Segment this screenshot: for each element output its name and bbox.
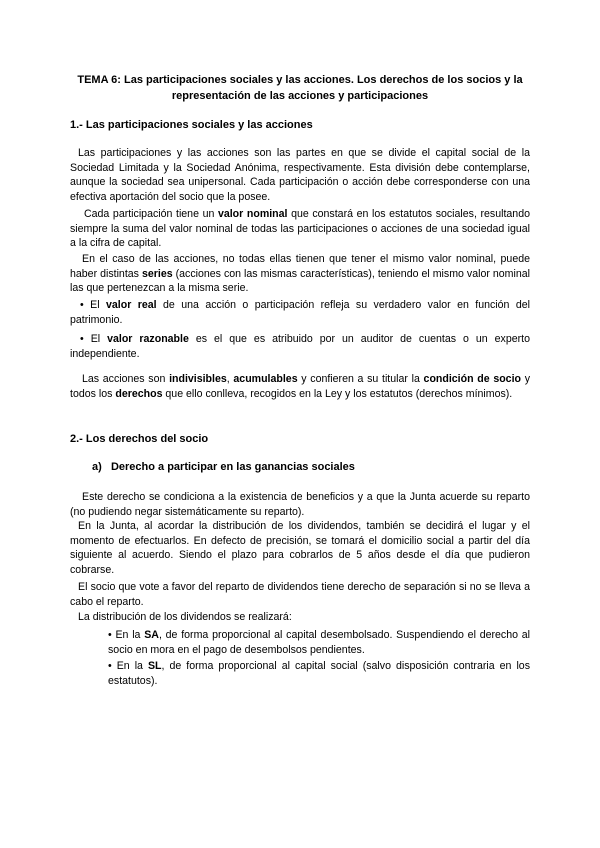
section-1-paragraph-2: Cada participación tiene un valor nominal que constará en los estatutos sociales, resultando siempre la suma del valor nominal de todas las participaciones o acciones de una sociedad igual a la cifra de capital.	[70, 208, 530, 250]
document-title	[70, 72, 530, 104]
section-2-heading: 2.- Los derechos del socio	[70, 433, 209, 445]
section-1-paragraph-3: En el caso de las acciones, no todas ellas tienen que tener el mismo valor nominal, puede haber distintas series (acciones con las mismas características), teniendo el mismo valor nominal las que pertenezcan a la misma serie.	[70, 253, 530, 295]
section-2-paragraph-3: El socio que vote a favor del reparto de dividendos tiene derecho de separación si no se lleva a cabo el reparto.	[70, 581, 530, 608]
section-2-paragraph-1: Este derecho se condiciona a la existencia de beneficios y a que la Junta acuerde su reparto (no pudiendo negar sistemáticamente su reparto).	[70, 491, 530, 518]
section-1-bullet-2: • El valor razonable es el que es atribuido por un auditor de cuentas o un experto independiente.	[70, 333, 531, 360]
section-2-subheading: a) Derecho a participar en las ganancias sociales	[92, 461, 355, 473]
section-1-heading: 1.- Las participaciones sociales y las acciones	[70, 119, 313, 131]
section-1-paragraph-4: Las acciones son indivisibles, acumulables y confieren a su titular la condición de socio y todos los derechos que ello conlleva, recogidos en la Ley y los estatutos (derechos mínimos).	[70, 373, 530, 400]
title-line-2: representación de las acciones y participaciones	[171, 90, 429, 102]
section-1-paragraph-1: Las participaciones y las acciones son las partes en que se divide el capital social de la Sociedad Limitada y la Sociedad Anónima, respectivamente. Esta división debe contemplarse, aunque la sociedad sea unipersonal. Cada participación o acción debe corresponderse con una efectiva aportación del socio que la posee.	[70, 147, 530, 203]
section-2-paragraph-2: En la Junta, al acordar la distribución de los dividendos, también se decidirá el lugar y el momento de efectuarlos. En defecto de precisión, se tomará el domicilio social a partir del día siguiente al acuerdo. Siendo el plazo para cobrarlos de 5 años desde el día que pudieron cobrarse.	[70, 520, 530, 576]
section-1-bullet-1: • El valor real de una acción o participación refleja su verdadero valor en función del patrimonio.	[70, 299, 531, 326]
section-2-bullet-sa: • En la SA, de forma proporcional al capital desembolsado. Suspendiendo el derecho al socio en mora en el pago de desembolsos pendientes.	[108, 629, 530, 656]
section-2-bullet-sl: • En la SL, de forma proporcional al capital social (salvo disposición contraria en los estatutos).	[108, 660, 530, 687]
section-2-paragraph-4: La distribución de los dividendos se realizará:	[78, 611, 292, 623]
title-line-1: TEMA 6: Las participaciones sociales y las acciones. Los derechos de los socios y la	[77, 74, 523, 86]
